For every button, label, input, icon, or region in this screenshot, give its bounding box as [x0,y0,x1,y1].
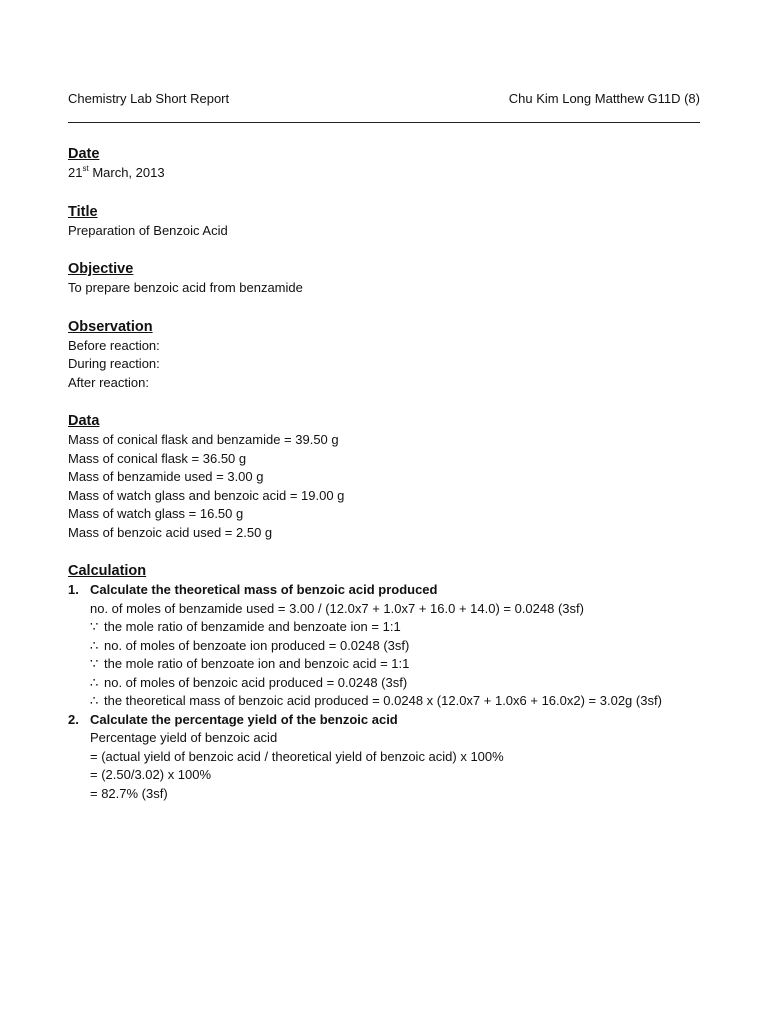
date-suffix: st [82,163,89,173]
because-symbol: ∵ [90,656,99,671]
calc-line: = (actual yield of benzoic acid / theoretical yield of benzoic acid) x 100% [90,748,504,764]
observation-section [68,318,700,393]
data-line: Mass of watch glass and benzoic acid = 19.00 g [68,487,345,503]
data-heading: Data [68,413,100,429]
calculation-heading: Calculation [68,563,147,579]
title-text: Preparation of Benzoic Acid [68,222,228,238]
item-title: Calculate the theoretical mass of benzoic acid produced [90,582,438,597]
data-line: Mass of watch glass = 16.50 g [68,506,244,521]
author-name: Chu Kim Long Matthew G11D (8) [508,91,700,106]
data-line: Mass of conical flask = 36.50 g [68,450,247,466]
calculation-item-2 [68,711,700,804]
calc-line: ∴ no. of moles of benzoate ion produced = 0.0248 (3sf) [90,637,700,656]
objective-text: To prepare benzoic acid from benzamide [68,280,303,295]
observation-after: After reaction: [68,374,149,390]
calc-line: ∴ the theoretical mass of benzoic acid produced = 0.0248 x (12.0x7 + 1.0x6 + 16.0x2) = 3.02g (3sf) [90,692,700,711]
item-title: Calculate the percentage yield of the benzoic acid [90,711,398,727]
observation-during: During reaction: [68,356,160,371]
observation-before: Before reaction: [68,337,160,353]
item-number: 2. [68,711,79,727]
calc-line: Percentage yield of benzoic acid [90,730,278,745]
calc-line: ∵ the mole ratio of benzoate ion and benzoic acid = 1:1 [90,655,700,674]
data-line: Mass of benzamide used = 3.00 g [68,469,264,484]
calc-line: ∴ no. of moles of benzoic acid produced = 0.0248 (3sf) [90,674,700,693]
calc-line: = (2.50/3.02) x 100% [90,767,212,782]
objective-heading: Objective [68,261,134,277]
observation-heading: Observation [68,318,153,335]
report-header [68,90,700,108]
header-divider [68,122,700,123]
calc-line: = 82.7% (3sf) [90,785,168,801]
calculation-list [68,581,700,803]
date-section [68,145,700,183]
therefore-symbol: ∴ [90,674,99,690]
calc-line: no. of moles of benzamide used = 3.00 / (12.0x7 + 1.0x7 + 16.0 + 14.0) = 0.0248 (3sf) [90,600,584,616]
objective-section [68,260,700,298]
date-value: 21st March, 2013 [68,163,165,180]
data-line: Mass of conical flask and benzamide = 39.50 g [68,432,339,447]
data-section [68,412,700,542]
therefore-symbol: ∴ [90,693,99,708]
calc-line: ∵ the mole ratio of benzamide and benzoate ion = 1:1 [90,618,700,637]
because-symbol: ∵ [90,619,99,634]
title-section [68,203,700,241]
date-heading: Date [68,146,100,162]
title-heading: Title [68,203,98,220]
therefore-symbol: ∴ [90,637,99,653]
report-type: Chemistry Lab Short Report [68,91,230,106]
calculation-item-1 [68,581,700,711]
item-number: 1. [68,582,79,597]
calculation-section [68,562,700,803]
data-line: Mass of benzoic acid used = 2.50 g [68,524,273,540]
report-page [68,90,700,803]
